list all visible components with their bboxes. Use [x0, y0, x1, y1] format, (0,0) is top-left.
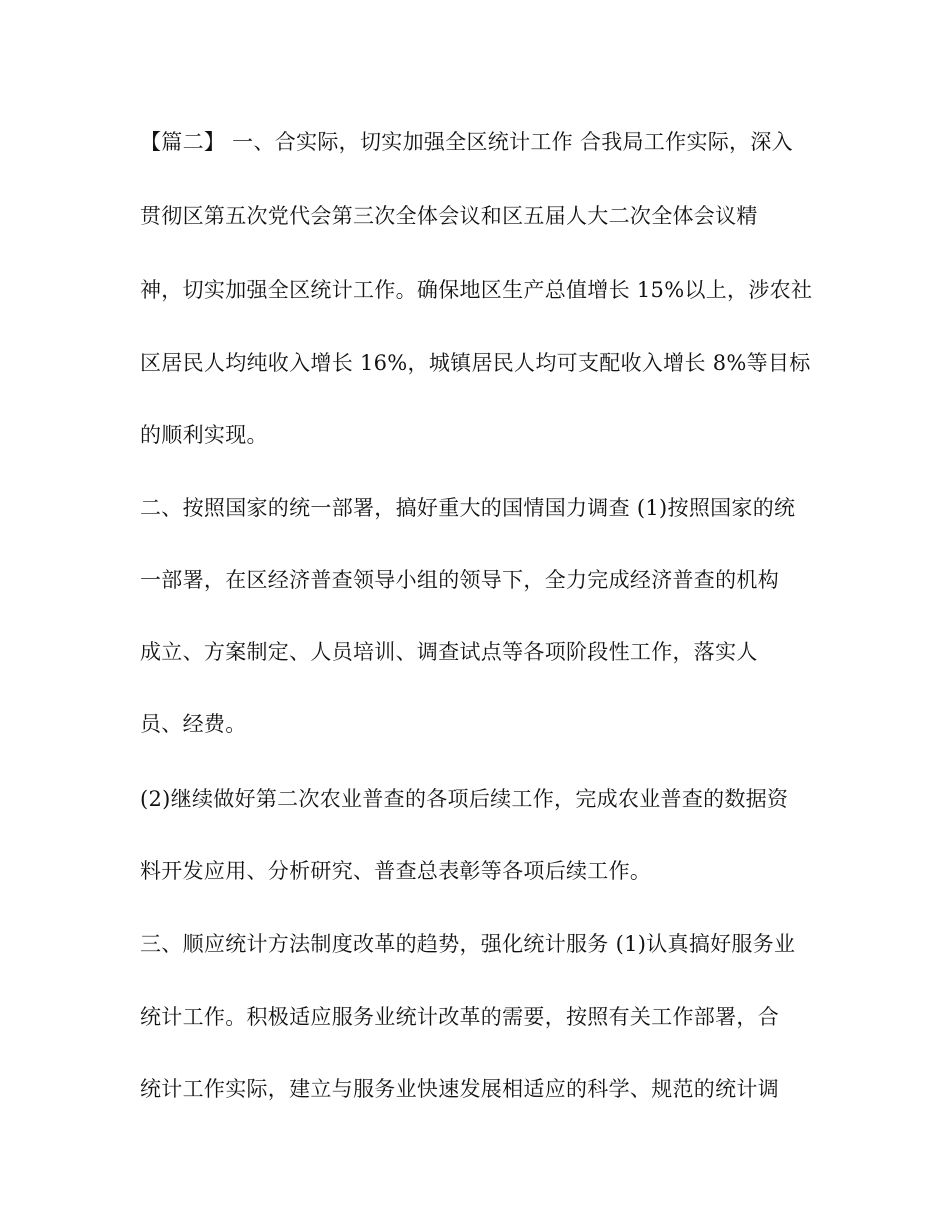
text-line: 神，切实加强全区统计工作。确保地区生产总值增长 15%以上，涉农社 — [140, 278, 813, 302]
text-line: 二、按照国家的统一部署，搞好重大的国情国力调查 (1)按照国家的统 — [140, 496, 796, 520]
text-line: 统计工作。积极适应服务业统计改革的需要，按照有关工作部署，合 — [140, 1005, 779, 1029]
text-line: 成立、方案制定、人员培训、调查试点等各项阶段性工作，落实人 — [140, 640, 758, 664]
text-line: 一部署，在区经济普查领导小组的领导下，全力完成经济普查的机构 — [140, 568, 779, 592]
text-line: 料开发应用、分析研究、普查总表彰等各项后续工作。 — [140, 859, 652, 883]
text-line: 的顺利实现。 — [140, 423, 268, 447]
text-line: 三、顺应统计方法制度改革的趋势，强化统计服务 (1)认真搞好服务业 — [140, 932, 796, 956]
text-line: 统计工作实际，建立与服务业快速发展相适应的科学、规范的统计调 — [140, 1077, 779, 1101]
text-line: 员、经费。 — [140, 712, 247, 736]
text-line: (2)继续做好第二次农业普查的各项后续工作，完成农业普查的数据资 — [140, 787, 789, 811]
text-line: 【篇二】 一、合实际，切实加强全区统计工作 合我局工作实际，深入 — [140, 130, 793, 154]
text-line: 区居民人均纯收入增长 16%，城镇居民人均可支配收入增长 8%等目标 — [140, 351, 811, 375]
text-line: 贯彻区第五次党代会第三次全体会议和区五届人大二次全体会议精 — [140, 204, 758, 228]
